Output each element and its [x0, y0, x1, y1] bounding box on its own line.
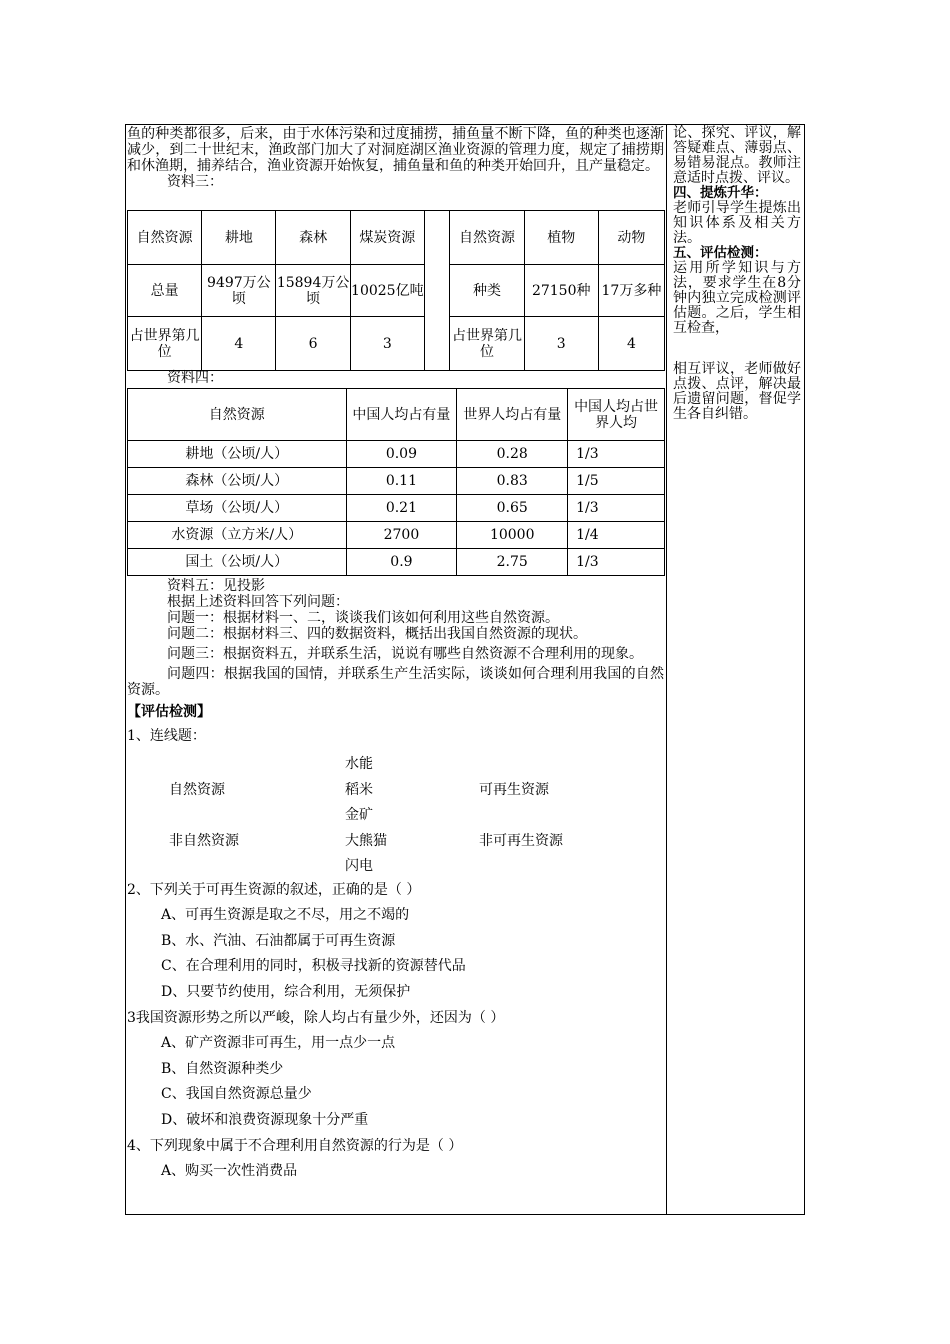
match-left-item: 非自然资源 [169, 832, 239, 849]
match-left-item: 自然资源 [169, 781, 225, 798]
t4-header: 中国人均占世界人均 [568, 389, 665, 441]
t3-cell: 17万多种 [598, 265, 664, 317]
t4-cell: 1/3 [568, 549, 665, 576]
material3-label: 资料三： [167, 174, 223, 190]
t4-cell: 2.75 [457, 549, 568, 576]
t4-cell: 草场（公顷/人） [128, 495, 347, 522]
exercise-2: 2、下列关于可再生资源的叙述，正确的是（ ） [127, 881, 421, 898]
match-middle-item: 闪电 [345, 857, 373, 874]
exercise-1: 1、连线题： [127, 728, 206, 744]
exercise-3-option: A、矿产资源非可再生，用一点少一点 [161, 1035, 396, 1052]
note-heading-assessment: 五、评估检测： [673, 245, 768, 261]
match-right-item: 可再生资源 [479, 781, 549, 798]
t4-header: 中国人均占有量 [346, 389, 457, 441]
note-discussion: 论、探究、评议，解答疑难点、薄弱点、易错易混点。教师注意适时点拨、评议。 [673, 125, 801, 186]
t3-cell: 3 [350, 317, 424, 371]
t3-cell: 15894万公顷 [276, 265, 350, 317]
note-heading-refine: 四、提炼升华： [673, 185, 768, 201]
section-title: 【评估检测】 [127, 704, 211, 720]
t4-cell: 1/5 [568, 468, 665, 495]
match-middle-item: 金矿 [345, 806, 373, 823]
t3-header: 植物 [524, 211, 598, 265]
t4-cell: 10000 [457, 522, 568, 549]
exercise-3-option: B、自然资源种类少 [161, 1060, 284, 1077]
match-middle-item: 大熊猫 [345, 832, 387, 849]
t4-cell: 0.09 [346, 441, 457, 468]
t4-cell: 0.9 [346, 549, 457, 576]
t4-cell: 0.28 [457, 441, 568, 468]
question-3: 问题三：根据资料五，并联系生活，说说有哪些自然资源不合理利用的现象。 [167, 646, 643, 662]
t4-cell: 国土（公顷/人） [128, 549, 347, 576]
question-1: 问题一：根据材料一、二，谈谈我们该如何利用这些自然资源。 [167, 610, 559, 626]
material5-text: 资料五：见投影 [167, 578, 265, 594]
question-2: 问题二：根据材料三、四的数据资料，概括出我国自然资源的现状。 [167, 626, 587, 642]
t3-cell: 9497万公顷 [202, 265, 276, 317]
matching-exercise [127, 750, 664, 878]
t4-cell: 1/3 [568, 441, 665, 468]
question-4: 问题四：根据我国的国情，并联系生产生活实际，谈谈如何合理利用我国的自然资源。 [127, 666, 664, 698]
t4-cell: 0.65 [457, 495, 568, 522]
t4-cell: 水资源（立方米/人） [128, 522, 347, 549]
exercise-2-option: B、水、汽油、石油都属于可再生资源 [161, 932, 396, 949]
t3-cell: 种类 [450, 265, 524, 317]
t3-header: 动物 [598, 211, 664, 265]
t3-header: 自然资源 [128, 211, 202, 265]
main-column [127, 126, 664, 1180]
exercise-4-option: A、购买一次性消费品 [161, 1163, 298, 1180]
t4-cell: 2700 [346, 522, 457, 549]
note-refine: 老师引导学生提炼出知识体系及相关方法。 [673, 200, 801, 246]
t4-cell: 森林（公顷/人） [128, 468, 347, 495]
match-right-item: 非可再生资源 [479, 832, 563, 849]
intro-paragraph: 鱼的种类都很多，后来，由于水体污染和过度捕捞，捕鱼量不断下降，鱼的种类也逐渐减少，到二十世纪末，渔政部门加大了对洞庭湖区渔业资源的管理力度，规定了捕捞期和休渔期，捕养结合，渔业资源开始恢复，捕鱼量和鱼的种类开始回升，且产量稳定。 [127, 126, 664, 174]
t3-cell: 4 [202, 317, 276, 371]
t3-header: 煤炭资源 [350, 211, 424, 265]
t4-header: 世界人均占有量 [457, 389, 568, 441]
t4-header: 自然资源 [128, 389, 347, 441]
prompt-text: 根据上述资料回答下列问题： [167, 594, 349, 610]
note-review: 相互评议，老师做好点拨、点评，解决最后遗留问题，督促学生各自纠错。 [673, 361, 801, 422]
match-middle-item: 水能 [345, 755, 373, 772]
exercise-3-option: D、破坏和浪费资源现象十分严重 [161, 1111, 369, 1128]
exercise-2-option: C、在合理利用的同时，积极寻找新的资源替代品 [161, 958, 466, 975]
t3-cell: 3 [524, 317, 598, 371]
material4-label: 资料四： [167, 370, 223, 386]
t4-cell: 1/4 [568, 522, 665, 549]
t3-cell: 占世界第几位 [128, 317, 202, 371]
t3-cell: 占世界第几位 [450, 317, 524, 371]
questions-block [127, 578, 664, 1185]
t3-cell: 6 [276, 317, 350, 371]
t3-header: 自然资源 [450, 211, 524, 265]
t3-header: 耕地 [202, 211, 276, 265]
t3-cell: 10025亿吨 [350, 265, 424, 317]
per-capita-table [127, 388, 665, 576]
t3-header: 森林 [276, 211, 350, 265]
exercise-4: 4、下列现象中属于不合理利用自然资源的行为是（ ） [127, 1137, 463, 1154]
exercise-3-option: C、我国自然资源总量少 [161, 1086, 312, 1103]
exercise-2-option: A、可再生资源是取之不尽，用之不竭的 [161, 907, 410, 924]
note-assessment: 运用所学知识与方法，要求学生在8分钟内独立完成检测评估题。之后，学生相互检查， [673, 260, 801, 336]
t4-cell: 0.11 [346, 468, 457, 495]
resource-total-table [127, 210, 665, 371]
t4-cell: 0.83 [457, 468, 568, 495]
t4-cell: 0.21 [346, 495, 457, 522]
t3-cell: 4 [598, 317, 664, 371]
t3-cell: 27150种 [524, 265, 598, 317]
t3-spacer [424, 211, 449, 371]
match-middle-item: 稻米 [345, 781, 373, 798]
exercise-2-option: D、只要节约使用，综合利用，无须保护 [161, 983, 411, 1000]
t3-cell: 总量 [128, 265, 202, 317]
exercise-3: 3我国资源形势之所以严峻，除人均占有量少外，还因为（ ） [127, 1009, 505, 1026]
t4-cell: 1/3 [568, 495, 665, 522]
t4-cell: 耕地（公顷/人） [128, 441, 347, 468]
teaching-notes-column [673, 126, 801, 422]
column-divider [666, 124, 667, 1215]
